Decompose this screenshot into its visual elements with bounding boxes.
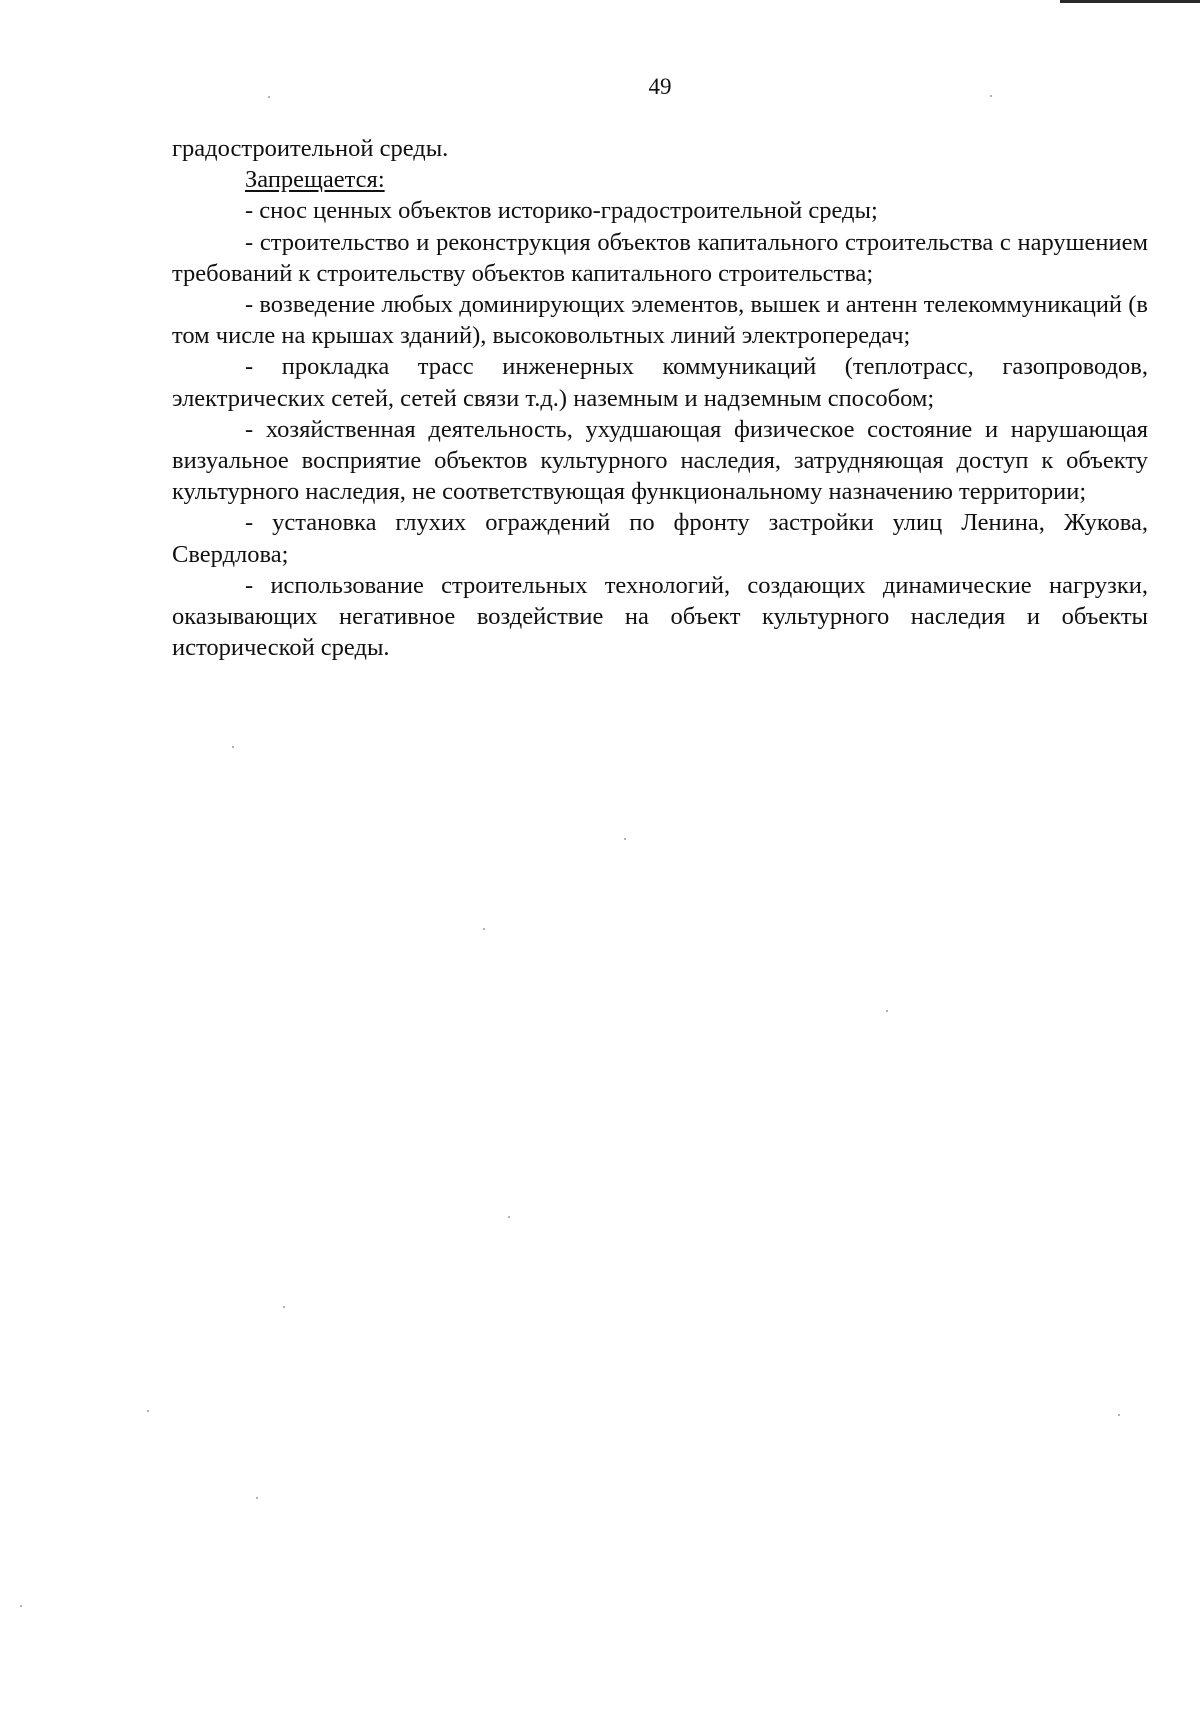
list-item: - использование строительных технологий, создающих динамические нагрузки, оказывающих негативное воздействие на объект культурного наследия и объекты исторической среды.: [172, 571, 1148, 662]
list-item: - строительство и реконструкция объектов капитального строительства с нарушением требований к строительству объектов капитального строительства;: [172, 228, 1148, 287]
top-edge-rule: [1060, 0, 1200, 3]
page-number: 49: [648, 74, 672, 99]
scan-speck: [886, 1010, 888, 1012]
list-item: - хозяйственная деятельность, ухудшающая физическое состояние и нарушающая визуальное восприятие объектов культурного наследия, затрудняющая доступ к объекту культурного наследия, не соответствующая функциональному назначению территории;: [172, 415, 1148, 506]
prohibited-heading: [172, 164, 1148, 195]
scan-speck: [508, 1216, 510, 1218]
scan-speck: [624, 838, 626, 840]
list-item: - снос ценных объектов историко-градостроительной среды;: [245, 197, 878, 225]
scan-speck: [20, 1605, 22, 1607]
lead-line: градостроительной среды.: [172, 135, 449, 162]
scan-speck: [283, 1306, 285, 1308]
list-item: - установка глухих ограждений по фронту застройки улиц Ленина, Жукова, Свердлова;: [172, 509, 1148, 568]
scan-speck: [483, 928, 485, 930]
prohibited-label: Запрещается:: [245, 166, 385, 194]
scan-speck: [1118, 1414, 1120, 1416]
scan-speck: [232, 746, 234, 748]
scan-speck: [268, 96, 270, 98]
scan-speck: [990, 95, 992, 97]
list-item: - прокладка трасс инженерных коммуникаций (теплотрасс, газопроводов, электрических сетей, сетей связи т.д.) наземным и надземным способом;: [172, 353, 1148, 412]
document-body: [172, 133, 1148, 663]
scan-speck: [256, 1497, 258, 1499]
list-item: - возведение любых доминирующих элементов, вышек и антенн телекоммуникаций (в том числе на крышах зданий), высоковольтных линий электропередач;: [172, 291, 1148, 350]
scan-speck: [147, 1410, 149, 1412]
